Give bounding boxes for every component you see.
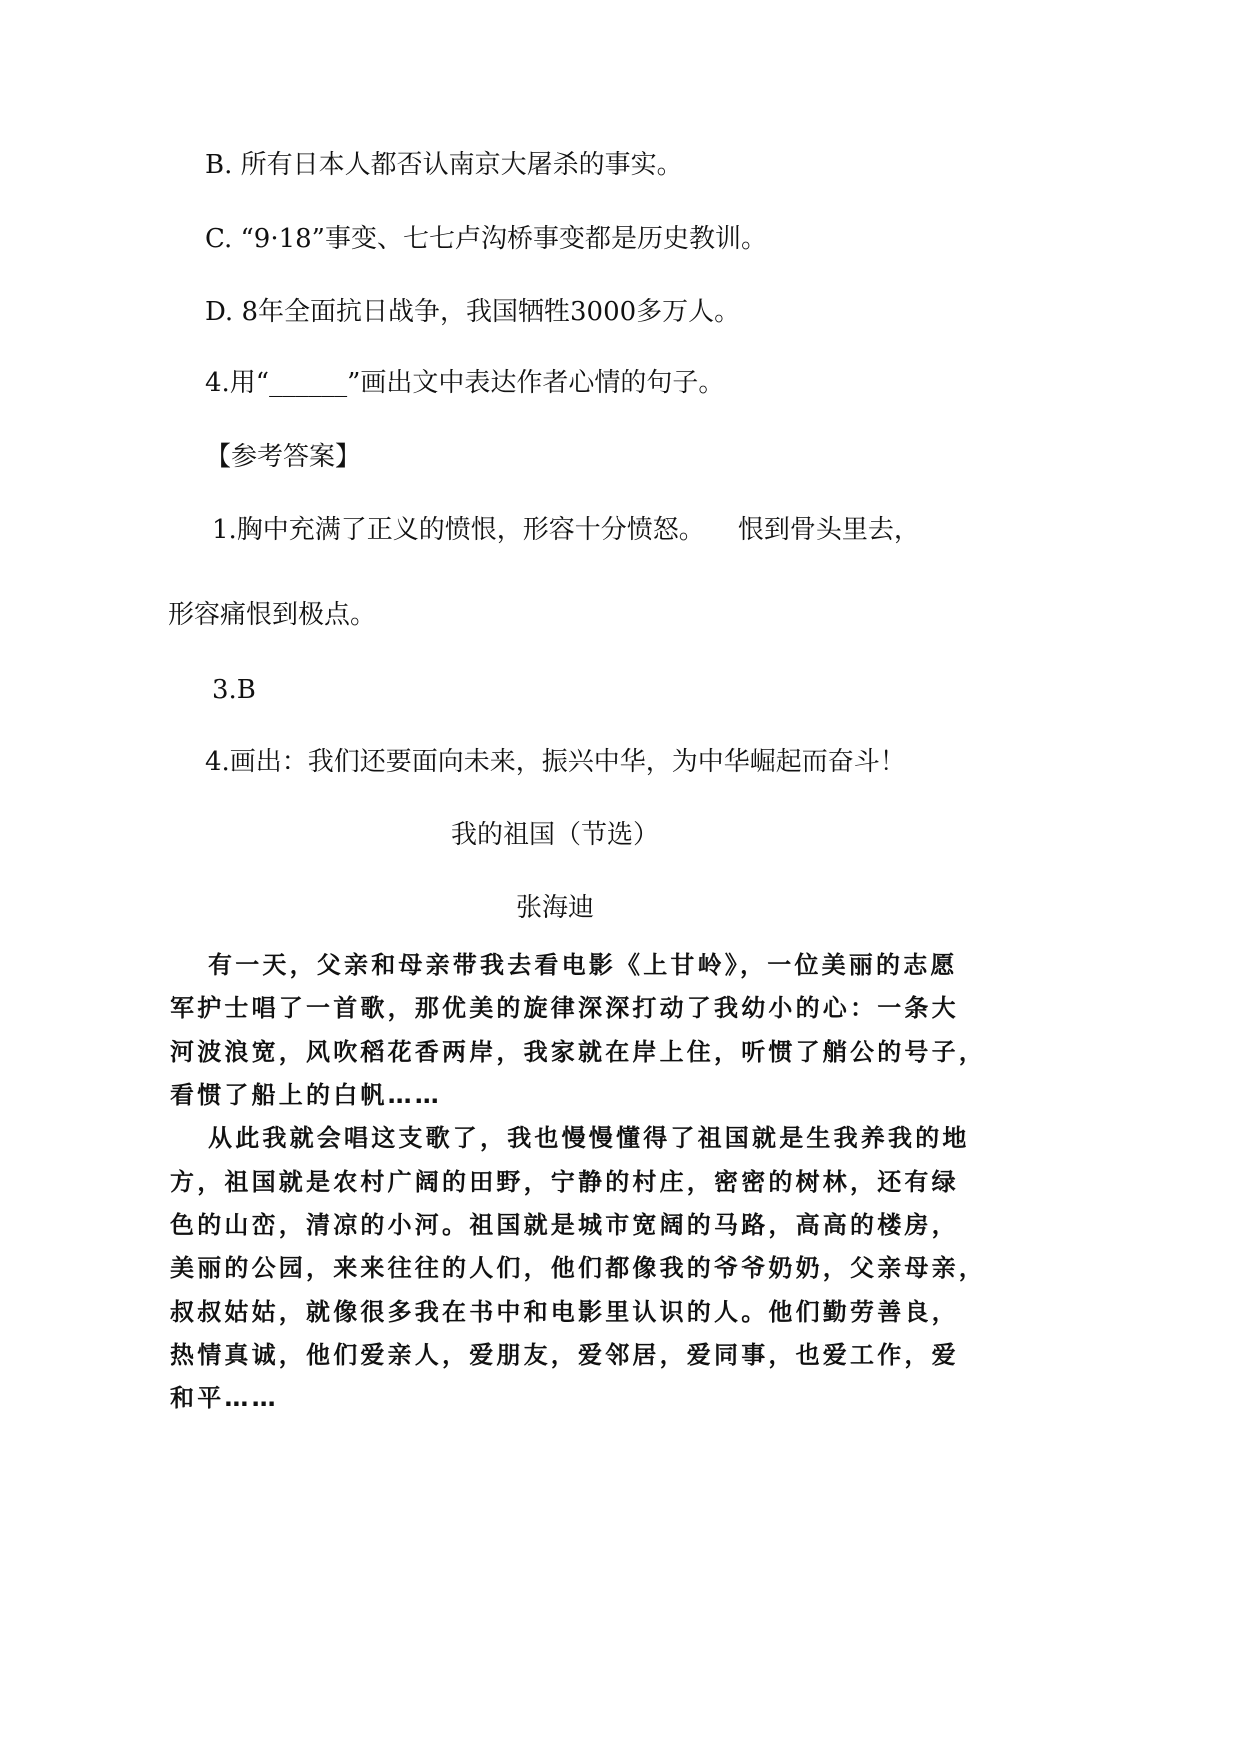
article-title: 我的祖国（节选） xyxy=(450,820,659,850)
answer-1-line2: 形容痛恨到极点。 xyxy=(168,600,377,630)
answer-heading: 【参考答案】 xyxy=(205,442,362,472)
option-b: B. 所有日本人都否认南京大屠杀的事实。 xyxy=(205,150,683,180)
paragraph-line: 河波浪宽，风吹稻花香两岸，我家就在岸上住，听惯了艄公的号子， xyxy=(170,1038,986,1066)
answer-1-line1: 1.胸中充满了正义的愤恨，形容十分愤怒。 恨到骨头里去， xyxy=(212,515,920,545)
answer-3: 3.B xyxy=(212,675,256,705)
paragraph-line: 叔叔姑姑，就像很多我在书中和电影里认识的人。他们勤劳善良， xyxy=(170,1298,959,1326)
option-c: C. “9·18”事变、七七卢沟桥事变都是历史教训。 xyxy=(205,224,767,254)
article-author: 张海迪 xyxy=(515,893,594,923)
paragraph-line: 热情真诚，他们爱亲人，爱朋友，爱邻居，爱同事，也爱工作，爱 xyxy=(170,1341,959,1369)
option-d: D. 8年全面抗日战争，我国牺牲3000多万人。 xyxy=(205,297,741,327)
paragraph-line: 军护士唱了一首歌，那优美的旋律深深打动了我幼小的心：一条大 xyxy=(170,994,959,1022)
paragraph-line: 美丽的公园，来来往往的人们，他们都像我的爷爷奶奶，父亲母亲， xyxy=(170,1254,986,1282)
paragraph-line: 和平…… xyxy=(170,1384,279,1412)
question-4: 4.用“______”画出文中表达作者心情的句子。 xyxy=(205,368,725,398)
paragraph-line: 色的山峦，清凉的小河。祖国就是城市宽阔的马路，高高的楼房， xyxy=(170,1211,959,1239)
paragraph-line: 方，祖国就是农村广阔的田野，宁静的村庄，密密的树林，还有绿 xyxy=(170,1168,959,1196)
paragraph-line: 看惯了船上的白帆…… xyxy=(170,1081,442,1109)
paragraph-line: 从此我就会唱这支歌了，我也慢慢懂得了祖国就是生我养我的地 xyxy=(208,1124,970,1152)
answer-4: 4.画出：我们还要面向未来，振兴中华，为中华崛起而奋斗！ xyxy=(205,747,906,777)
paragraph-line: 有一天，父亲和母亲带我去看电影《上甘岭》，一位美丽的志愿 xyxy=(208,951,958,979)
